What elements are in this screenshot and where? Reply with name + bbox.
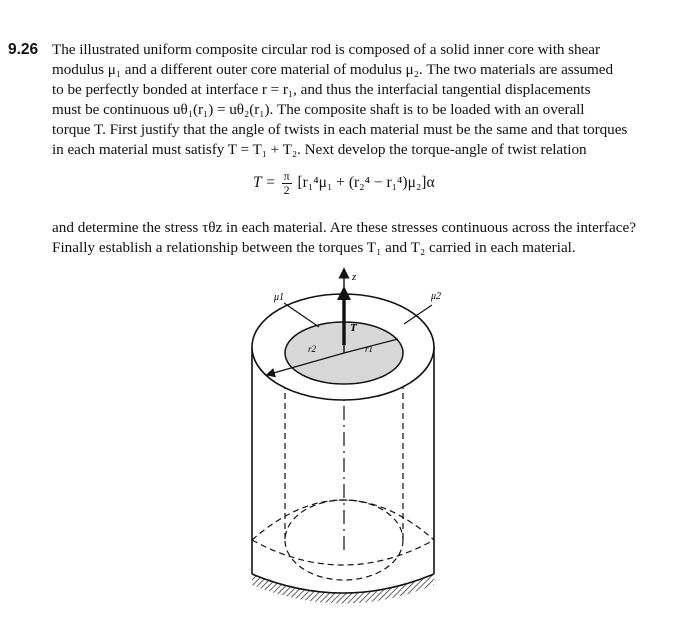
statement-line: modulus μ₁ and a different outer core material of modulus μ₂. The two materials are assumed [52,61,614,78]
z-axis-label: z [352,271,357,283]
statement-line: in each material must satisfy T = T₁ + T₂. Next develop the torque-angle of twist relation [52,141,587,158]
statement-line: The illustrated uniform composite circular rod is composed of a solid inner core with shear [52,41,600,58]
equation-rhs: [r₁⁴μ₁ + (r₂⁴ − r₁⁴)μ₂]α [297,174,435,191]
problem-number: 9.26 [8,41,39,58]
radius-r2-label: r2 [308,344,317,354]
outer-bottom-hidden-edge [252,500,434,540]
fraction-denominator: 2 [283,182,290,197]
statement-line: and determine the stress τθz in each material. Are these stresses continuous across the interface? [52,219,636,236]
ground-hatch [252,574,434,604]
fraction-numerator: π [283,168,290,183]
mu2-label: μ2 [431,291,442,302]
statement-line: to be perfectly bonded at interface r = r₁, and thus the interfacial tangential displacements [52,81,591,98]
statement-line: must be continuous uθ₁(r₁) = uθ₂(r₁). The composite shaft is to be loaded with an overall [52,101,585,118]
statement-line: torque T. First justify that the angle of twists in each material must be the same and that torques [52,121,628,138]
equation-lhs: T = [253,174,276,191]
torque-arrowhead [337,286,351,300]
statement-line: Finally establish a relationship between the torques T₁ and T₂ carried in each material. [52,239,576,256]
mu1-label: μ1 [274,292,285,303]
torque-label: T [350,322,357,334]
outer-bottom-hidden-front [252,540,434,565]
radius-r1-label: r1 [365,344,374,354]
